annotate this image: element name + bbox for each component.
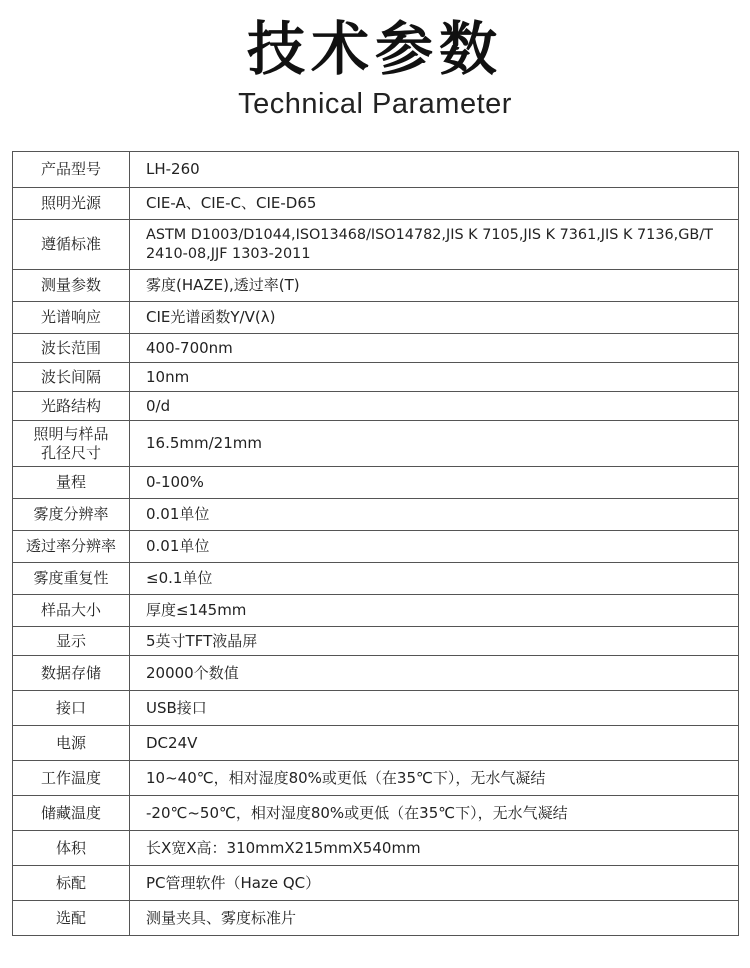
param-label: 光谱响应 xyxy=(13,302,130,334)
param-value: 400-700nm xyxy=(130,334,739,363)
param-label: 数据存储 xyxy=(13,656,130,691)
param-value: ≤0.1单位 xyxy=(130,563,739,595)
param-label: 雾度重复性 xyxy=(13,563,130,595)
table-row xyxy=(13,627,739,656)
table-row xyxy=(13,595,739,627)
page-subtitle: Technical Parameter xyxy=(238,88,512,120)
table-row xyxy=(13,866,739,901)
param-value: LH-260 xyxy=(130,152,739,188)
param-value: ASTM D1003/D1044,ISO13468/ISO14782,JIS K 7105,JIS K 7361,JIS K 7136,GB/T 2410-08,JJF 1303-2011 xyxy=(130,220,739,270)
param-label: 波长范围 xyxy=(13,334,130,363)
param-label: 体积 xyxy=(13,831,130,866)
table-row xyxy=(13,761,739,796)
param-value: 20000个数值 xyxy=(130,656,739,691)
param-label: 显示 xyxy=(13,627,130,656)
table-row xyxy=(13,726,739,761)
param-label: 照明与样品孔径尺寸 xyxy=(13,421,130,467)
param-label: 产品型号 xyxy=(13,152,130,188)
param-value: 0/d xyxy=(130,392,739,421)
table-row xyxy=(13,302,739,334)
param-label: 雾度分辨率 xyxy=(13,499,130,531)
param-label: 标配 xyxy=(13,866,130,901)
param-label: 选配 xyxy=(13,901,130,936)
table-row xyxy=(13,421,739,467)
param-label: 工作温度 xyxy=(13,761,130,796)
page-title: 技术参数 xyxy=(246,15,503,83)
table-row xyxy=(13,270,739,302)
param-value: 10nm xyxy=(130,363,739,392)
param-value: PC管理软件（Haze QC） xyxy=(130,866,739,901)
table-row xyxy=(13,152,739,188)
table-row xyxy=(13,796,739,831)
table-row xyxy=(13,499,739,531)
param-label: 量程 xyxy=(13,467,130,499)
param-label: 样品大小 xyxy=(13,595,130,627)
param-value: 0.01单位 xyxy=(130,499,739,531)
param-label: 测量参数 xyxy=(13,270,130,302)
param-label: 透过率分辨率 xyxy=(13,531,130,563)
param-value: 测量夹具、雾度标准片 xyxy=(130,901,739,936)
table-row xyxy=(13,220,739,270)
param-label: 波长间隔 xyxy=(13,363,130,392)
param-label: 遵循标准 xyxy=(13,220,130,270)
table-row xyxy=(13,831,739,866)
param-value: 厚度≤145mm xyxy=(130,595,739,627)
param-value: 长X宽X高：310mmX215mmX540mm xyxy=(130,831,739,866)
param-value: 0.01单位 xyxy=(130,531,739,563)
param-value: -20℃~50℃，相对湿度80%或更低（在35℃下），无水气凝结 xyxy=(130,796,739,831)
table-row xyxy=(13,363,739,392)
table-row xyxy=(13,334,739,363)
parameter-table xyxy=(12,151,739,936)
param-value: 5英寸TFT液晶屏 xyxy=(130,627,739,656)
table-row xyxy=(13,563,739,595)
table-row xyxy=(13,656,739,691)
param-value: CIE光谱函数Y/V(λ) xyxy=(130,302,739,334)
param-label: 储藏温度 xyxy=(13,796,130,831)
table-row xyxy=(13,188,739,220)
param-value: CIE-A、CIE-C、CIE-D65 xyxy=(130,188,739,220)
param-label: 照明光源 xyxy=(13,188,130,220)
param-value: DC24V xyxy=(130,726,739,761)
param-value: 16.5mm/21mm xyxy=(130,421,739,467)
param-value: USB接口 xyxy=(130,691,739,726)
table-row xyxy=(13,691,739,726)
table-row xyxy=(13,392,739,421)
table-row xyxy=(13,901,739,936)
param-value: 10~40℃，相对湿度80%或更低（在35℃下），无水气凝结 xyxy=(130,761,739,796)
param-value: 雾度(HAZE),透过率(T) xyxy=(130,270,739,302)
param-label: 光路结构 xyxy=(13,392,130,421)
param-label: 电源 xyxy=(13,726,130,761)
param-value: 0-100% xyxy=(130,467,739,499)
table-row xyxy=(13,467,739,499)
param-label: 接口 xyxy=(13,691,130,726)
table-row xyxy=(13,531,739,563)
